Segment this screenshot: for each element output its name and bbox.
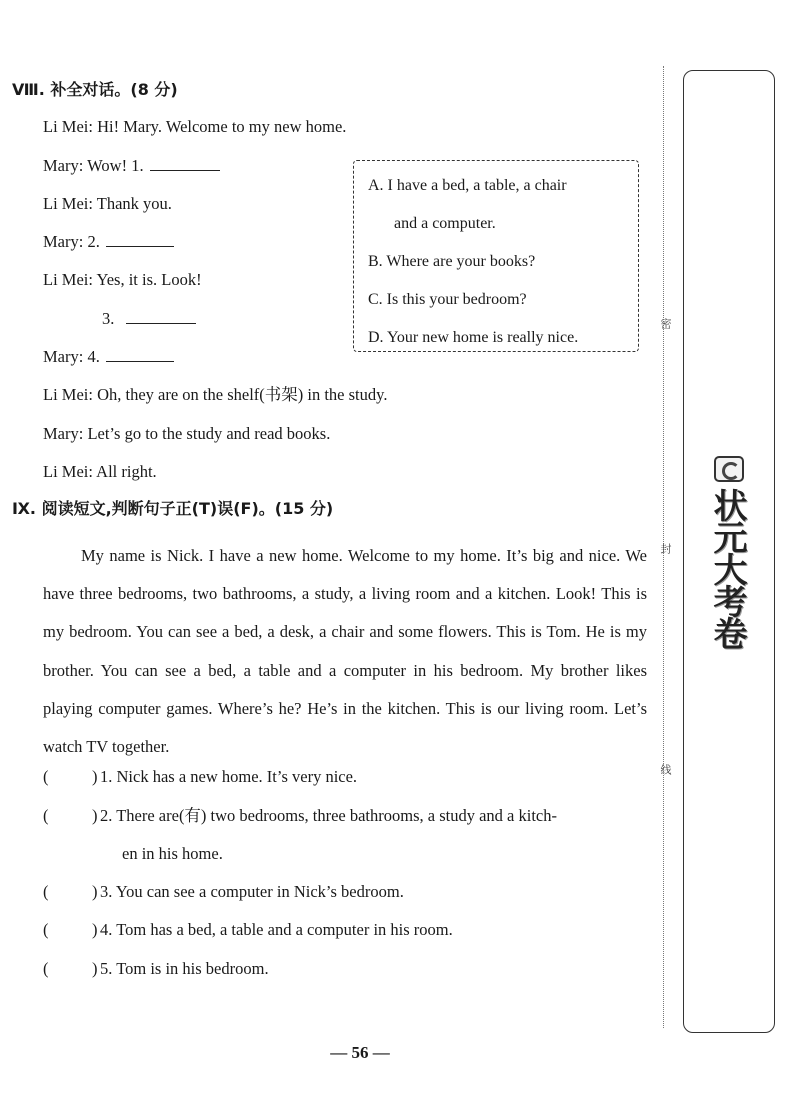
dialogue-line-4 (43, 232, 174, 252)
dialogue-text: Mary: 4. (43, 347, 100, 366)
logo-text: 状元大考卷 (707, 488, 747, 648)
logo-badge-icon (714, 456, 744, 482)
answer-blank-4[interactable] (106, 347, 174, 362)
reading-passage: My name is Nick. I have a new home. Welcome to my home. It’s big and nice. We have three bedrooms, two bathrooms, a study, a living room and a kitchen. Look! This is my bedroom. You can see a bed, a desk, a chair and some flowers. This is Tom. He is my brother. You can see a bed, a table and a computer in his bedroom. My brother likes playing computer games. Where’s he? He’s in the kitchen. This is our living room. Let’s watch TV together. (43, 546, 647, 757)
answer-paren-open: ( (43, 882, 49, 901)
answer-paren-close[interactable]: ) (92, 882, 98, 901)
page-number: — 56 — (330, 1043, 390, 1062)
options-box (353, 160, 639, 352)
dialogue-line-6 (102, 309, 196, 329)
dialogue-line-1: Li Mei: Hi! Mary. Welcome to my new home. (43, 117, 347, 136)
dialogue-line-2 (43, 156, 220, 176)
answer-paren-open: ( (43, 767, 49, 786)
question-text: 5. Tom is in his bedroom. (100, 959, 269, 978)
section-8-heading: Ⅷ. 补全对话。(8 分) (12, 80, 178, 99)
answer-paren-open: ( (43, 920, 49, 939)
answer-paren-open: ( (43, 959, 49, 978)
dialogue-text: Mary: 2. (43, 232, 100, 251)
dialogue-text: Mary: Wow! 1. (43, 156, 144, 175)
option-d: D. Your new home is really nice. (368, 329, 579, 346)
dialogue-line-7 (43, 347, 174, 367)
answer-paren-close[interactable]: ) (92, 806, 98, 825)
dialogue-line-9: Mary: Let’s go to the study and read books. (43, 424, 331, 443)
dialogue-text: 3. (102, 309, 115, 328)
question-text: 3. You can see a computer in Nick’s bedroom. (100, 882, 404, 901)
question-2-continued: en in his home. (122, 844, 223, 863)
brand-logo (708, 456, 752, 666)
question-text: 4. Tom has a bed, a table and a computer in his room. (100, 920, 453, 939)
seal-char-mi: 密 (659, 318, 672, 329)
answer-paren-close[interactable]: ) (92, 959, 98, 978)
option-b: B. Where are your books? (368, 253, 536, 270)
answer-paren-open: ( (43, 806, 49, 825)
answer-paren-close[interactable]: ) (92, 920, 98, 939)
seal-char-xian: 线 (659, 764, 672, 775)
answer-paren-close[interactable]: ) (92, 767, 98, 786)
answer-blank-3[interactable] (126, 309, 196, 324)
answer-blank-1[interactable] (150, 156, 220, 171)
question-text: 1. Nick has a new home. It’s very nice. (100, 767, 358, 786)
dialogue-line-8: Li Mei: Oh, they are on the shelf(书架) in the study. (43, 385, 388, 404)
dialogue-line-5: Li Mei: Yes, it is. Look! (43, 270, 202, 289)
answer-blank-2[interactable] (106, 232, 174, 247)
section-9-heading: Ⅸ. 阅读短文,判断句子正(T)误(F)。(15 分) (12, 499, 334, 518)
question-text: 2. There are(有) two bedrooms, three bathrooms, a study and a kitch- (100, 806, 557, 825)
option-a-line-2: and a computer. (394, 215, 496, 232)
dialogue-line-10: Li Mei: All right. (43, 462, 157, 481)
option-c: C. Is this your bedroom? (368, 291, 527, 308)
option-a-line-1: A. I have a bed, a table, a chair (368, 177, 567, 194)
seal-char-feng: 封 (659, 543, 672, 554)
dialogue-line-3: Li Mei: Thank you. (43, 194, 172, 213)
